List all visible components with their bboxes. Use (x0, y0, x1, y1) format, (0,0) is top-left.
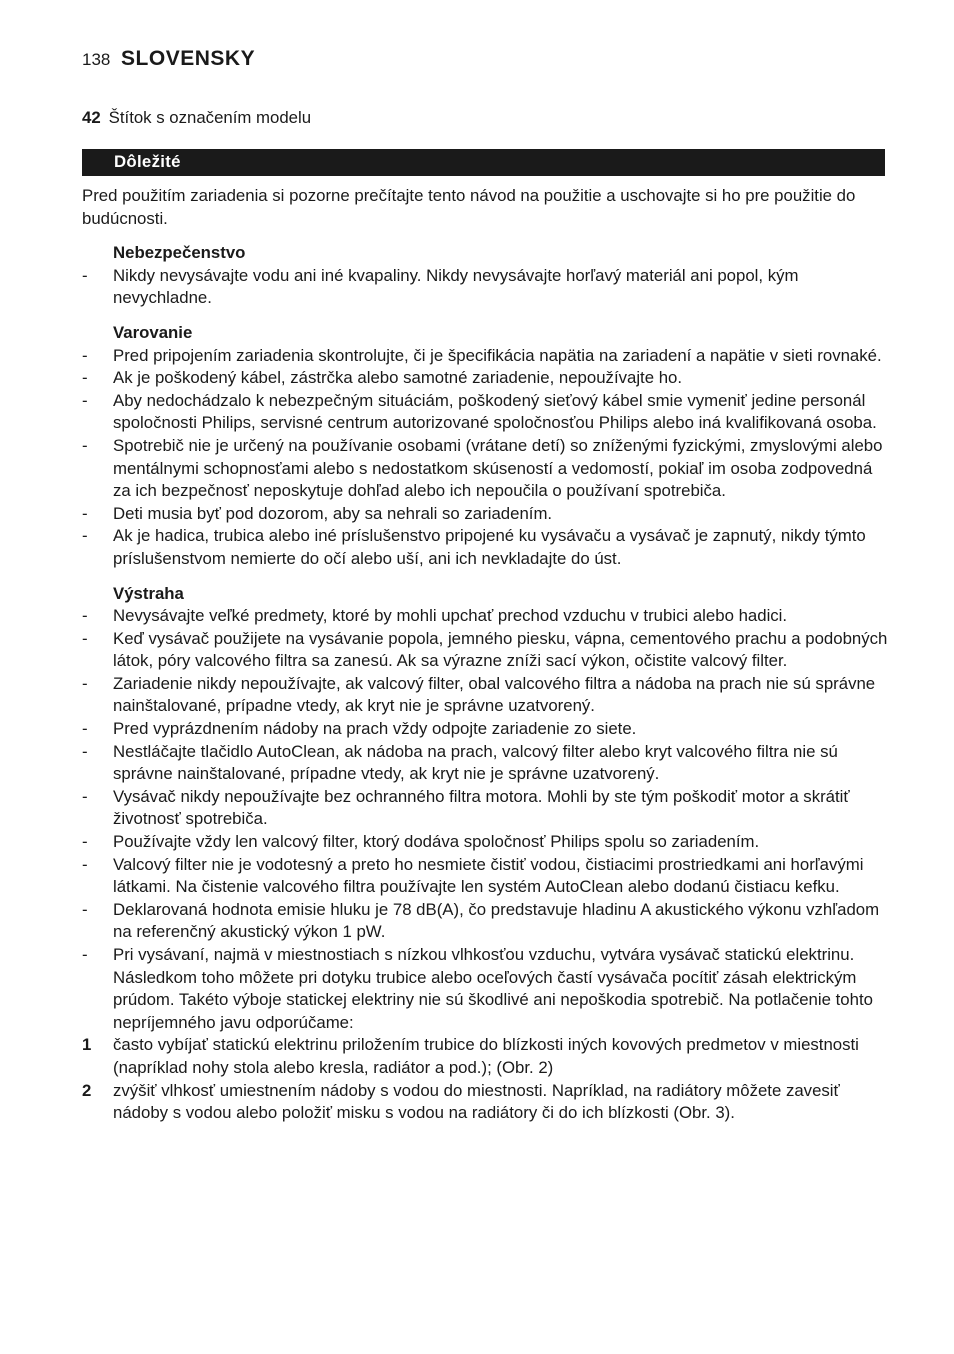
page-header (82, 48, 255, 72)
danger-heading: Nebezpečenstvo (113, 243, 246, 263)
list-item-text: Spotrebič nie je určený na používanie osobami (vrátane detí) so zníženými fyzickými, zmyslovými alebo mentálnymi schopnosťami alebo s nedostatkom skúseností a vedomostí, pokiaľ im osoba zodpovedná za ich bezpečnosť neposkytuje dohľad alebo ich nepoučila o používaní spotrebiča. (113, 435, 883, 501)
bullet-marker: - (82, 368, 88, 388)
bullet-marker: - (82, 899, 88, 919)
bullet-marker: - (82, 945, 88, 964)
list-item (82, 718, 890, 741)
item-text: Štítok s označením modelu (108, 108, 312, 127)
main-content (82, 185, 890, 1125)
list-item (82, 673, 890, 718)
warning-heading: Varovanie (113, 322, 193, 342)
list-item-text: Vysávač nikdy nepoužívajte bez ochranného filtra motora. Mohli by ste tým poškodiť motor a skrátiť životnosť spotrebiča. (113, 786, 850, 829)
list-item (82, 741, 890, 786)
list-item (82, 831, 890, 854)
page-number: 138 (82, 50, 111, 69)
step-number: 2 (82, 1080, 92, 1100)
list-item-text: Pred vyprázdnením nádoby na prach vždy odpojte zariadenie zo siete. (113, 719, 637, 739)
list-item-text: Nikdy nevysávajte vodu ani iné kvapaliny. Nikdy nevysávajte horľavý materiál ani popol, kým nevychladne. (113, 265, 799, 308)
bullet-marker: - (82, 503, 88, 523)
list-item-text: Nestláčajte tlačidlo AutoClean, ak nádoba na prach, valcový filter alebo kryt valcového filtra nie sú správne nainštalované, prípadne vtedy, ak kryt nie je správne uzatvorený. (113, 741, 838, 784)
bullet-marker: - (82, 673, 88, 693)
list-item (82, 265, 890, 310)
bullet-marker: - (82, 628, 88, 648)
list-item-text: Keď vysávač použijete na vysávanie popola, jemného piesku, vápna, cementového prachu a podobných látok, póry valcového filtra sa zanesú. Ak sa výrazne zníži sací výkon, očistite valcový filter. (113, 628, 888, 671)
list-item-text: Zariadenie nikdy nepoužívajte, ak valcový filter, obal valcového filtra a nádoba na prach nie sú správne nainštalované, prípadne vtedy, ak kryt nie je správne uzatvorený. (113, 673, 876, 716)
step-text: zvýšiť vlhkosť umiestnením nádoby s vodou do miestnosti. Napríklad, na radiátory môžete zavesiť nádoby s vodou alebo položiť misku s vodou na radiátory či do ich blízkosti (Obr. 3). (113, 1080, 840, 1123)
bullet-marker: - (82, 390, 88, 410)
list-item (82, 628, 890, 673)
bullet-marker: - (82, 345, 88, 365)
bullet-marker: - (82, 606, 88, 626)
list-item-text: Aby nedochádzalo k nebezpečným situáciám, poškodený sieťový kábel smie vymeniť jedine personál spoločnosti Philips, servisné centrum autorizované spoločnosťou Philips alebo iná kvalifikovaná osoba. (113, 390, 877, 433)
bullet-marker: - (82, 526, 88, 546)
list-item (82, 390, 890, 435)
item-number: 42 (82, 108, 101, 127)
bullet-marker: - (82, 435, 88, 455)
list-item (82, 367, 890, 390)
step-item (82, 1080, 890, 1125)
list-item (82, 525, 890, 570)
section-header (82, 149, 885, 176)
step-text: často vybíjať statickú elektrinu priložením trubice do blízkosti iných kovových predmetov v miestnosti (napríklad nohy stola alebo kresla, radiátor a pod.); (Obr. 2) (113, 1035, 859, 1077)
list-item (82, 435, 890, 503)
warning-list (82, 345, 890, 571)
bullet-marker: - (82, 265, 88, 285)
list-item-text: Pri vysávaní, najmä v miestnostiach s nízkou vlhkosťou vzduchu, vytvára vysávač statickú elektrinu. Následkom toho môžete pri dotyku trubice alebo oceľových častí vysávača pocítiť zásah elektrickým prúdom. Takéto výboje statickej elektriny nie sú škodlivé ani nepoškodia spotrebič. Na potlačenie tohto nepríjemného javu odporúčame: (113, 945, 873, 1032)
danger-list (82, 265, 890, 310)
list-item-text: Používajte vždy len valcový filter, ktorý dodáva spoločnosť Philips spolu so zariadením. (113, 832, 760, 852)
bullet-marker: - (82, 832, 88, 852)
list-item-text: Pred pripojením zariadenia skontrolujte, či je špecifikácia napätia na zariadení a napätie v sieti rovnaké. (113, 345, 882, 365)
caution-list (82, 605, 890, 1034)
steps-list (82, 1034, 890, 1124)
list-item (82, 345, 890, 368)
language-label: SLOVENSKY (121, 47, 256, 70)
caution-heading: Výstraha (113, 583, 184, 603)
bullet-marker: - (82, 786, 88, 806)
list-item-text: Deklarovaná hodnota emisie hluku je 78 dB(A), čo predstavuje hladinu A akustického výkonu vzhľadom na referenčný akustický výkon 1 pW. (113, 899, 880, 942)
list-item (82, 786, 890, 831)
list-item (82, 944, 890, 1034)
list-item-text: Nevysávajte veľké predmety, ktoré by mohli upchať prechod vzduchu v trubici alebo hadici. (113, 606, 788, 626)
list-item-text: Ak je hadica, trubica alebo iné príslušenstvo pripojené ku vysávaču a vysávač je zapnutý, nikdy týmto príslušenstvom nemierte do očí alebo uší, ani ich nevkladajte do úst. (113, 526, 866, 568)
list-item (82, 899, 890, 944)
intro-paragraph: Pred použitím zariadenia si pozorne prečítajte tento návod na použitie a uschovajte si ho pre použitie do budúcnosti. (82, 186, 856, 228)
list-item-text: Valcový filter nie je vodotesný a preto ho nesmiete čistiť vodou, čistiacimi prostriedkami ani horľavými látkami. Na čistenie valcového filtra používajte len systém AutoClean alebo dodanú čistiacu kefku. (113, 854, 864, 897)
list-item-text: Ak je poškodený kábel, zástrčka alebo samotné zariadenie, nepoužívajte ho. (113, 368, 683, 388)
list-item-text: Deti musia byť pod dozorom, aby sa nehrali so zariadením. (113, 503, 553, 523)
step-item (82, 1034, 890, 1079)
list-item (82, 503, 890, 526)
bullet-marker: - (82, 854, 88, 874)
list-item (82, 854, 890, 899)
section-title: Dôležité (114, 152, 181, 171)
step-number: 1 (82, 1035, 92, 1055)
list-item (82, 605, 890, 628)
model-label-item (82, 107, 311, 130)
bullet-marker: - (82, 719, 88, 739)
bullet-marker: - (82, 741, 88, 761)
